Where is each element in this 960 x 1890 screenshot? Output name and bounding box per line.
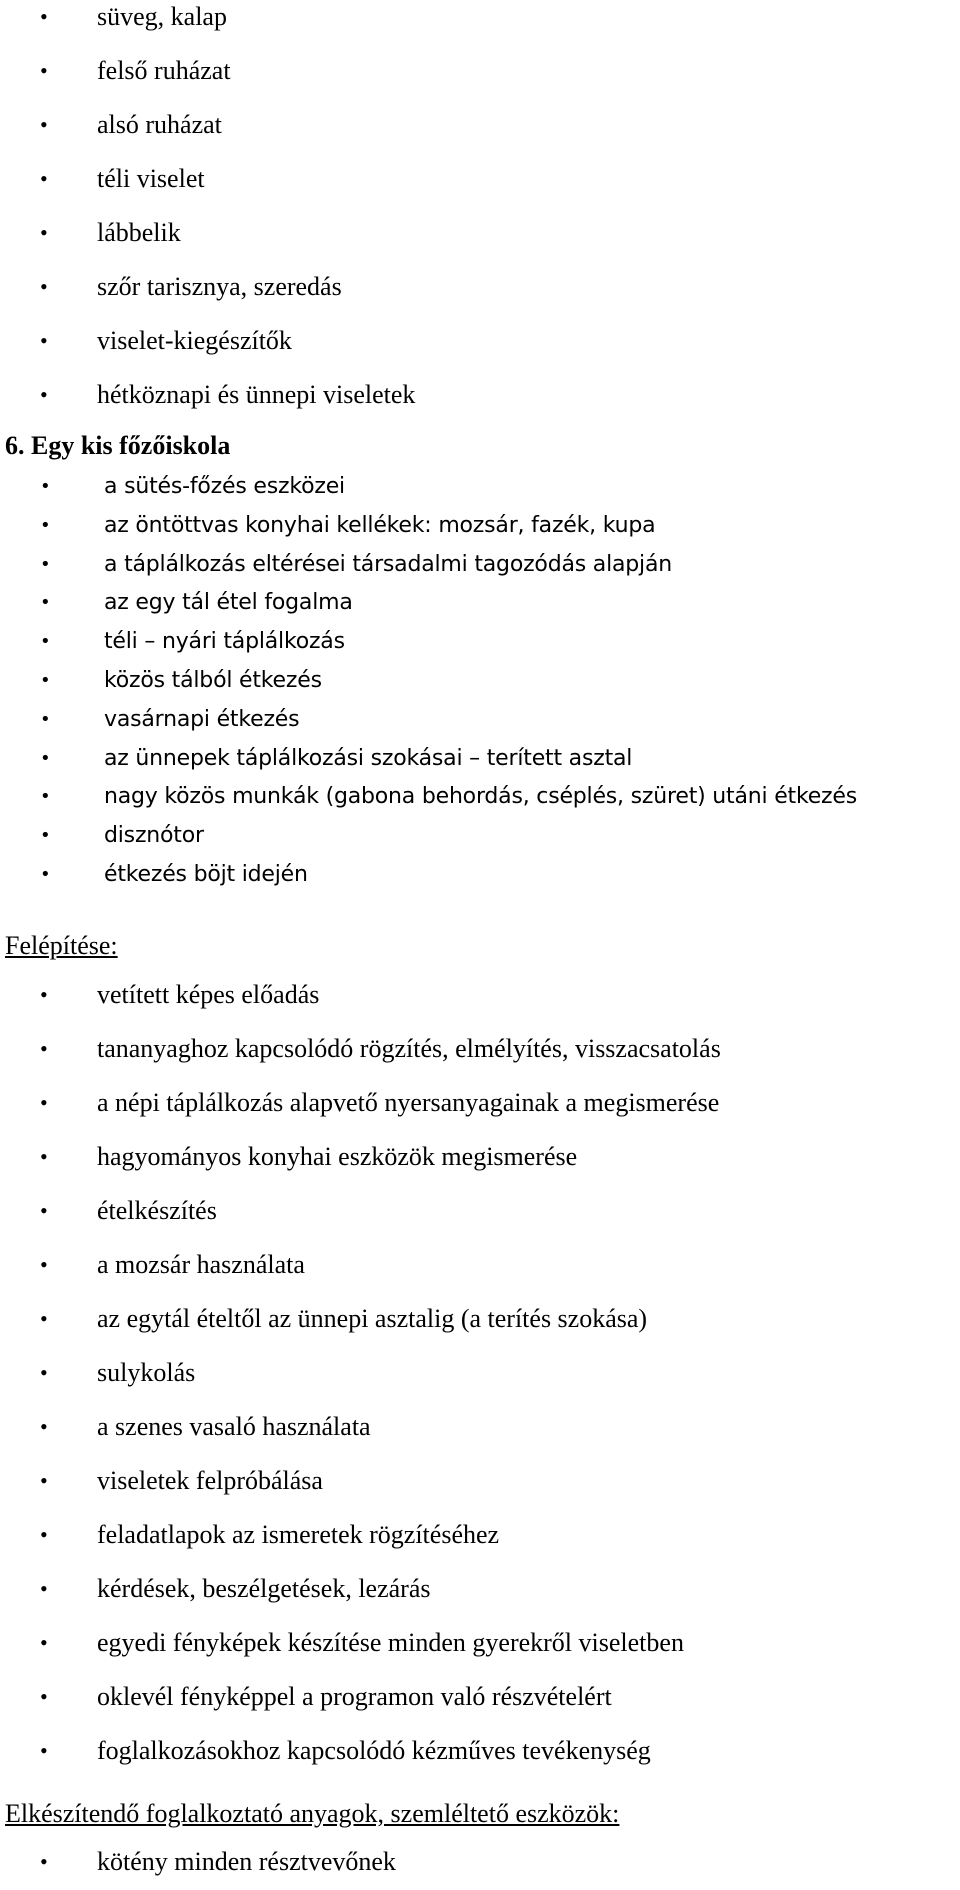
bullet-icon: •	[40, 1090, 48, 1115]
bullet-icon: •	[40, 328, 48, 353]
document-page: • süveg, kalap • felső ruházat • alsó ruházat • téli viselet • lábbelik • szőr tarisznya, szeredás • viselet-kiegészítők • hétköznapi és ünnepi viseletek 6. Egy kis főzőiskola • a sütés-főzés eszközei • az öntöttvas konyhai kellékek: mozsár, fazék, kupa • a táplálkozás eltérései társadalmi tagozódás alapján • az egy tál étel fogalma • téli – nyári táplálkozás • közös tálból étkezés • vasárnapi étkezés • az ünnepek táplálkozási szokásai – terített asztal • nagy közös munkák (gabona behordás, cséplés, szüret) utáni étkezés • disznótor • étkezés böjt idején Felépítése: • vetített képes előadás • tananyaghoz kapcsolódó rögzítés, elmélyítés, visszacsatolás • a népi táplálkozás alapvető nyersanyagainak a megismerése • hagyományos konyhai eszközök megismerése • ételkészítés • a mozsár használata • az egytál ételtől az ünnepi asztalig (a terítés szokása) • sulykolás • a szenes vasaló használata • viseletek felpróbálása • feladatlapok az ismeretek rögzítéséhez • kérdések, beszélgetések, lezárás • egyedi fényképek készítése minden gyerekről viseletben • oklevél fényképpel a programon való részvételért • foglalkozásokhoz kapcsolódó kézműves tevékenység Elkészítendő foglalkoztató anyagok, szemléltető eszközök: • kötény minden résztvevőnek	[0, 0, 960, 1890]
bullet-icon: •	[40, 708, 51, 730]
bullet-icon: •	[40, 1522, 48, 1547]
bullet-icon: •	[40, 825, 51, 847]
bullet-icon: •	[40, 1738, 48, 1763]
bullet-icon: •	[40, 166, 48, 191]
bullet-icon: •	[40, 1252, 48, 1277]
bullet-icon: •	[40, 553, 51, 575]
bullet-icon: •	[40, 274, 48, 299]
bullet-icon: •	[40, 1468, 48, 1493]
bullet-icon: •	[40, 631, 51, 653]
bullet-icon: •	[40, 1360, 48, 1385]
bullet-icon: •	[40, 476, 51, 497]
bullet-icon: •	[40, 1036, 48, 1061]
bullet-icon: •	[40, 1576, 48, 1601]
bullet-icon: •	[40, 1849, 48, 1874]
bullet-icon: •	[40, 514, 51, 536]
bullet-icon: •	[40, 1144, 48, 1169]
bullet-icon: •	[40, 786, 51, 808]
bullet-icon: •	[40, 112, 48, 137]
bullet-icon: •	[40, 382, 48, 407]
bullet-icon: •	[40, 982, 48, 1007]
bullet-icon: •	[40, 863, 51, 885]
bullet-icon: •	[40, 4, 48, 29]
section-heading: 6. Egy kis főzőiskola	[5, 431, 231, 460]
bullet-icon: •	[40, 669, 51, 691]
materials-heading: Elkészítendő foglalkoztató anyagok, szemléltető eszközök:	[5, 1799, 620, 1828]
bullet-icon: •	[40, 1306, 48, 1331]
bullet-icon: •	[40, 1630, 48, 1655]
bullet-icon: •	[40, 747, 51, 769]
bullet-icon: •	[40, 1684, 48, 1709]
bullet-icon: •	[40, 592, 51, 614]
bullet-icon: •	[40, 1198, 48, 1223]
bullet-icon: •	[40, 1414, 48, 1439]
bullet-icon: •	[40, 220, 48, 245]
structure-heading: Felépítése:	[5, 931, 118, 960]
bullet-icon: •	[40, 58, 48, 83]
